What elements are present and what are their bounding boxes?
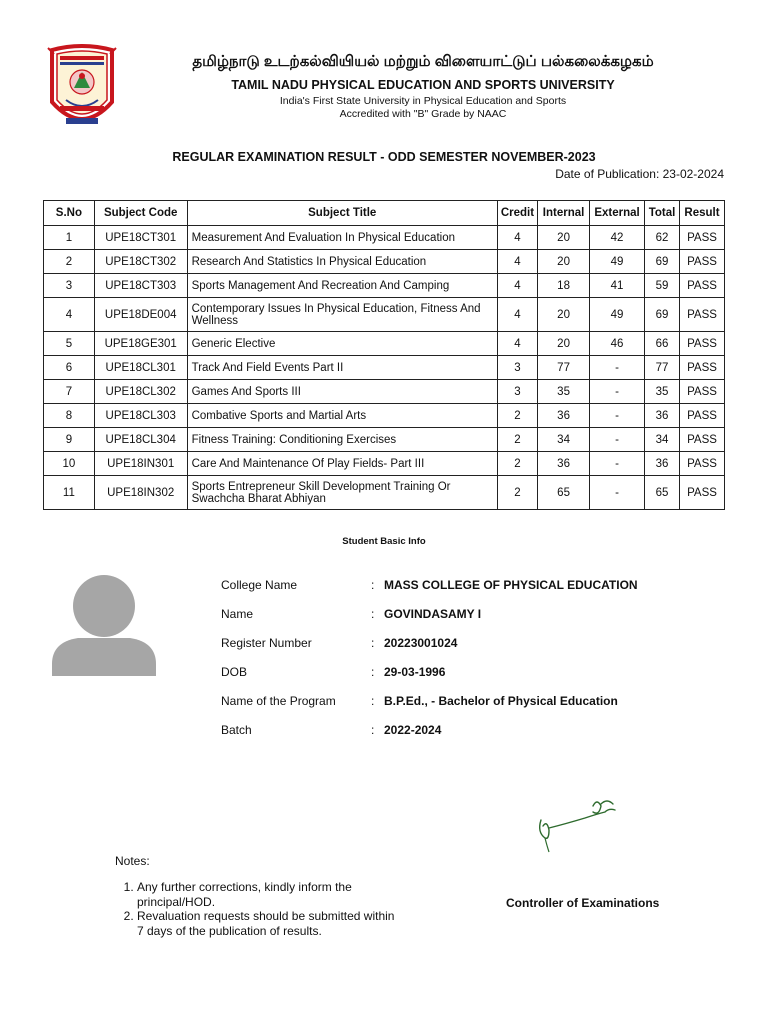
cell-credit: 2 xyxy=(497,428,537,452)
cell-credit: 3 xyxy=(497,356,537,380)
cell-result: PASS xyxy=(679,452,724,476)
cell-credit: 4 xyxy=(497,298,537,332)
cell-result: PASS xyxy=(679,274,724,298)
column-header: Subject Code xyxy=(94,201,187,226)
info-row-program xyxy=(221,694,638,723)
info-separator: : xyxy=(371,636,375,650)
cell-internal: 20 xyxy=(538,298,590,332)
cell-subject-title: Measurement And Evaluation In Physical Education xyxy=(187,226,497,250)
cell-external: 46 xyxy=(590,332,645,356)
info-separator: : xyxy=(371,607,375,621)
university-header xyxy=(140,52,706,120)
cell-credit: 2 xyxy=(497,476,537,510)
cell-sno: 6 xyxy=(44,356,95,380)
info-label: Name of the Program xyxy=(221,694,336,708)
cell-subject-title: Contemporary Issues In Physical Education, Fitness And Wellness xyxy=(187,298,497,332)
cell-result: PASS xyxy=(679,250,724,274)
cell-subject-title: Generic Elective xyxy=(187,332,497,356)
cell-subject-title: Fitness Training: Conditioning Exercises xyxy=(187,428,497,452)
table-row xyxy=(44,250,725,274)
notes-title: Notes: xyxy=(115,854,150,868)
cell-subject-code: UPE18IN302 xyxy=(94,476,187,510)
info-label: College Name xyxy=(221,578,298,592)
table-row xyxy=(44,356,725,380)
cell-external: - xyxy=(590,356,645,380)
cell-subject-title: Care And Maintenance Of Play Fields- Part III xyxy=(187,452,497,476)
cell-internal: 34 xyxy=(538,428,590,452)
cell-external: - xyxy=(590,380,645,404)
cell-result: PASS xyxy=(679,428,724,452)
results-table xyxy=(43,200,725,510)
cell-result: PASS xyxy=(679,356,724,380)
cell-sno: 8 xyxy=(44,404,95,428)
cell-total: 69 xyxy=(645,250,680,274)
cell-total: 69 xyxy=(645,298,680,332)
cell-total: 77 xyxy=(645,356,680,380)
column-header: Subject Title xyxy=(187,201,497,226)
cell-result: PASS xyxy=(679,332,724,356)
info-row-batch xyxy=(221,723,638,752)
cell-external: - xyxy=(590,404,645,428)
note-item: 1. Any further corrections, kindly inform the principal/HOD. xyxy=(137,880,397,909)
cell-total: 59 xyxy=(645,274,680,298)
table-row xyxy=(44,380,725,404)
notes-list xyxy=(137,880,397,938)
cell-sno: 11 xyxy=(44,476,95,510)
cell-subject-code: UPE18CT303 xyxy=(94,274,187,298)
table-row xyxy=(44,274,725,298)
user-avatar-icon xyxy=(52,572,156,676)
info-value-dob: 29-03-1996 xyxy=(384,665,446,679)
cell-subject-title: Games And Sports III xyxy=(187,380,497,404)
cell-total: 36 xyxy=(645,452,680,476)
cell-sno: 4 xyxy=(44,298,95,332)
accreditation-line: Accredited with "B" Grade by NAAC xyxy=(339,108,507,120)
cell-result: PASS xyxy=(679,476,724,510)
column-header: S.No xyxy=(44,201,95,226)
info-row-dob xyxy=(221,665,638,694)
cell-subject-title: Track And Field Events Part II xyxy=(187,356,497,380)
table-row xyxy=(44,476,725,510)
cell-subject-code: UPE18CL302 xyxy=(94,380,187,404)
cell-total: 34 xyxy=(645,428,680,452)
cell-sno: 10 xyxy=(44,452,95,476)
cell-subject-code: UPE18GE301 xyxy=(94,332,187,356)
info-separator: : xyxy=(371,578,375,592)
university-tagline: India's First State University in Physical Education and Sports xyxy=(279,95,567,107)
cell-subject-code: UPE18IN301 xyxy=(94,452,187,476)
column-header: Internal xyxy=(538,201,590,226)
cell-result: PASS xyxy=(679,380,724,404)
cell-sno: 1 xyxy=(44,226,95,250)
cell-external: 42 xyxy=(590,226,645,250)
column-header: External xyxy=(590,201,645,226)
university-name: TAMIL NADU PHYSICAL EDUCATION AND SPORTS UNIVERSITY xyxy=(231,78,615,92)
cell-credit: 2 xyxy=(497,452,537,476)
notes-section xyxy=(115,854,397,938)
table-row xyxy=(44,226,725,250)
info-label: DOB xyxy=(221,665,248,679)
cell-total: 36 xyxy=(645,404,680,428)
cell-sno: 3 xyxy=(44,274,95,298)
student-info-heading: Student Basic Info xyxy=(342,536,426,547)
student-info xyxy=(221,578,638,752)
info-separator: : xyxy=(371,723,375,737)
table-row xyxy=(44,404,725,428)
info-value-college: MASS COLLEGE OF PHYSICAL EDUCATION xyxy=(384,578,638,592)
cell-internal: 36 xyxy=(538,452,590,476)
info-separator: : xyxy=(371,694,375,708)
info-value-batch: 2022-2024 xyxy=(384,723,442,737)
cell-internal: 20 xyxy=(538,226,590,250)
publication-date: Date of Publication: 23-02-2024 xyxy=(555,167,724,181)
column-header: Credit xyxy=(497,201,537,226)
university-emblem xyxy=(46,44,118,134)
table-row xyxy=(44,298,725,332)
cell-external: 41 xyxy=(590,274,645,298)
note-item: 2. Revaluation requests should be submitted within 7 days of the publication of results. xyxy=(137,909,397,938)
cell-subject-code: UPE18DE004 xyxy=(94,298,187,332)
info-value-name: GOVINDASAMY I xyxy=(384,607,482,621)
cell-subject-title: Sports Management And Recreation And Camping xyxy=(187,274,497,298)
cell-subject-title: Combative Sports and Martial Arts xyxy=(187,404,497,428)
table-row xyxy=(44,332,725,356)
cell-internal: 20 xyxy=(538,332,590,356)
cell-internal: 35 xyxy=(538,380,590,404)
cell-subject-code: UPE18CL304 xyxy=(94,428,187,452)
cell-external: - xyxy=(590,476,645,510)
cell-subject-code: UPE18CT302 xyxy=(94,250,187,274)
cell-credit: 4 xyxy=(497,274,537,298)
cell-subject-code: UPE18CL301 xyxy=(94,356,187,380)
info-value-register-number: 20223001024 xyxy=(384,636,458,650)
cell-external: - xyxy=(590,428,645,452)
signature-mark xyxy=(535,790,625,855)
cell-total: 35 xyxy=(645,380,680,404)
cell-total: 65 xyxy=(645,476,680,510)
cell-total: 62 xyxy=(645,226,680,250)
cell-subject-code: UPE18CL303 xyxy=(94,404,187,428)
table-header-row xyxy=(44,201,725,226)
table-row xyxy=(44,452,725,476)
cell-credit: 4 xyxy=(497,332,537,356)
cell-external: 49 xyxy=(590,250,645,274)
controller-of-examinations: Controller of Examinations xyxy=(506,896,660,910)
cell-internal: 65 xyxy=(538,476,590,510)
cell-internal: 20 xyxy=(538,250,590,274)
cell-subject-title: Research And Statistics In Physical Education xyxy=(187,250,497,274)
cell-credit: 3 xyxy=(497,380,537,404)
cell-sno: 9 xyxy=(44,428,95,452)
cell-result: PASS xyxy=(679,404,724,428)
cell-sno: 2 xyxy=(44,250,95,274)
info-row-name xyxy=(221,607,638,636)
cell-external: - xyxy=(590,452,645,476)
cell-internal: 36 xyxy=(538,404,590,428)
exam-title: REGULAR EXAMINATION RESULT - ODD SEMESTER NOVEMBER-2023 xyxy=(172,150,596,164)
cell-subject-title: Sports Entrepreneur Skill Development Training Or Swachcha Bharat Abhiyan xyxy=(187,476,497,510)
column-header: Total xyxy=(645,201,680,226)
info-label: Register Number xyxy=(221,636,312,650)
cell-sno: 5 xyxy=(44,332,95,356)
info-value-program: B.P.Ed., - Bachelor of Physical Education xyxy=(384,694,618,708)
cell-total: 66 xyxy=(645,332,680,356)
column-header: Result xyxy=(679,201,724,226)
cell-subject-code: UPE18CT301 xyxy=(94,226,187,250)
info-separator: : xyxy=(371,665,375,679)
info-label: Batch xyxy=(221,723,252,737)
university-name-tamil: தமிழ்நாடு உடற்கல்வியியல் மற்றும் விளையாட்டுப் பல்கலைக்கழகம் xyxy=(192,53,654,70)
cell-sno: 7 xyxy=(44,380,95,404)
info-row-register-number xyxy=(221,636,638,665)
cell-internal: 77 xyxy=(538,356,590,380)
table-row xyxy=(44,428,725,452)
info-row-college xyxy=(221,578,638,607)
cell-result: PASS xyxy=(679,298,724,332)
cell-credit: 4 xyxy=(497,250,537,274)
cell-credit: 2 xyxy=(497,404,537,428)
cell-internal: 18 xyxy=(538,274,590,298)
cell-credit: 4 xyxy=(497,226,537,250)
info-label: Name xyxy=(221,607,254,621)
cell-result: PASS xyxy=(679,226,724,250)
cell-external: 49 xyxy=(590,298,645,332)
